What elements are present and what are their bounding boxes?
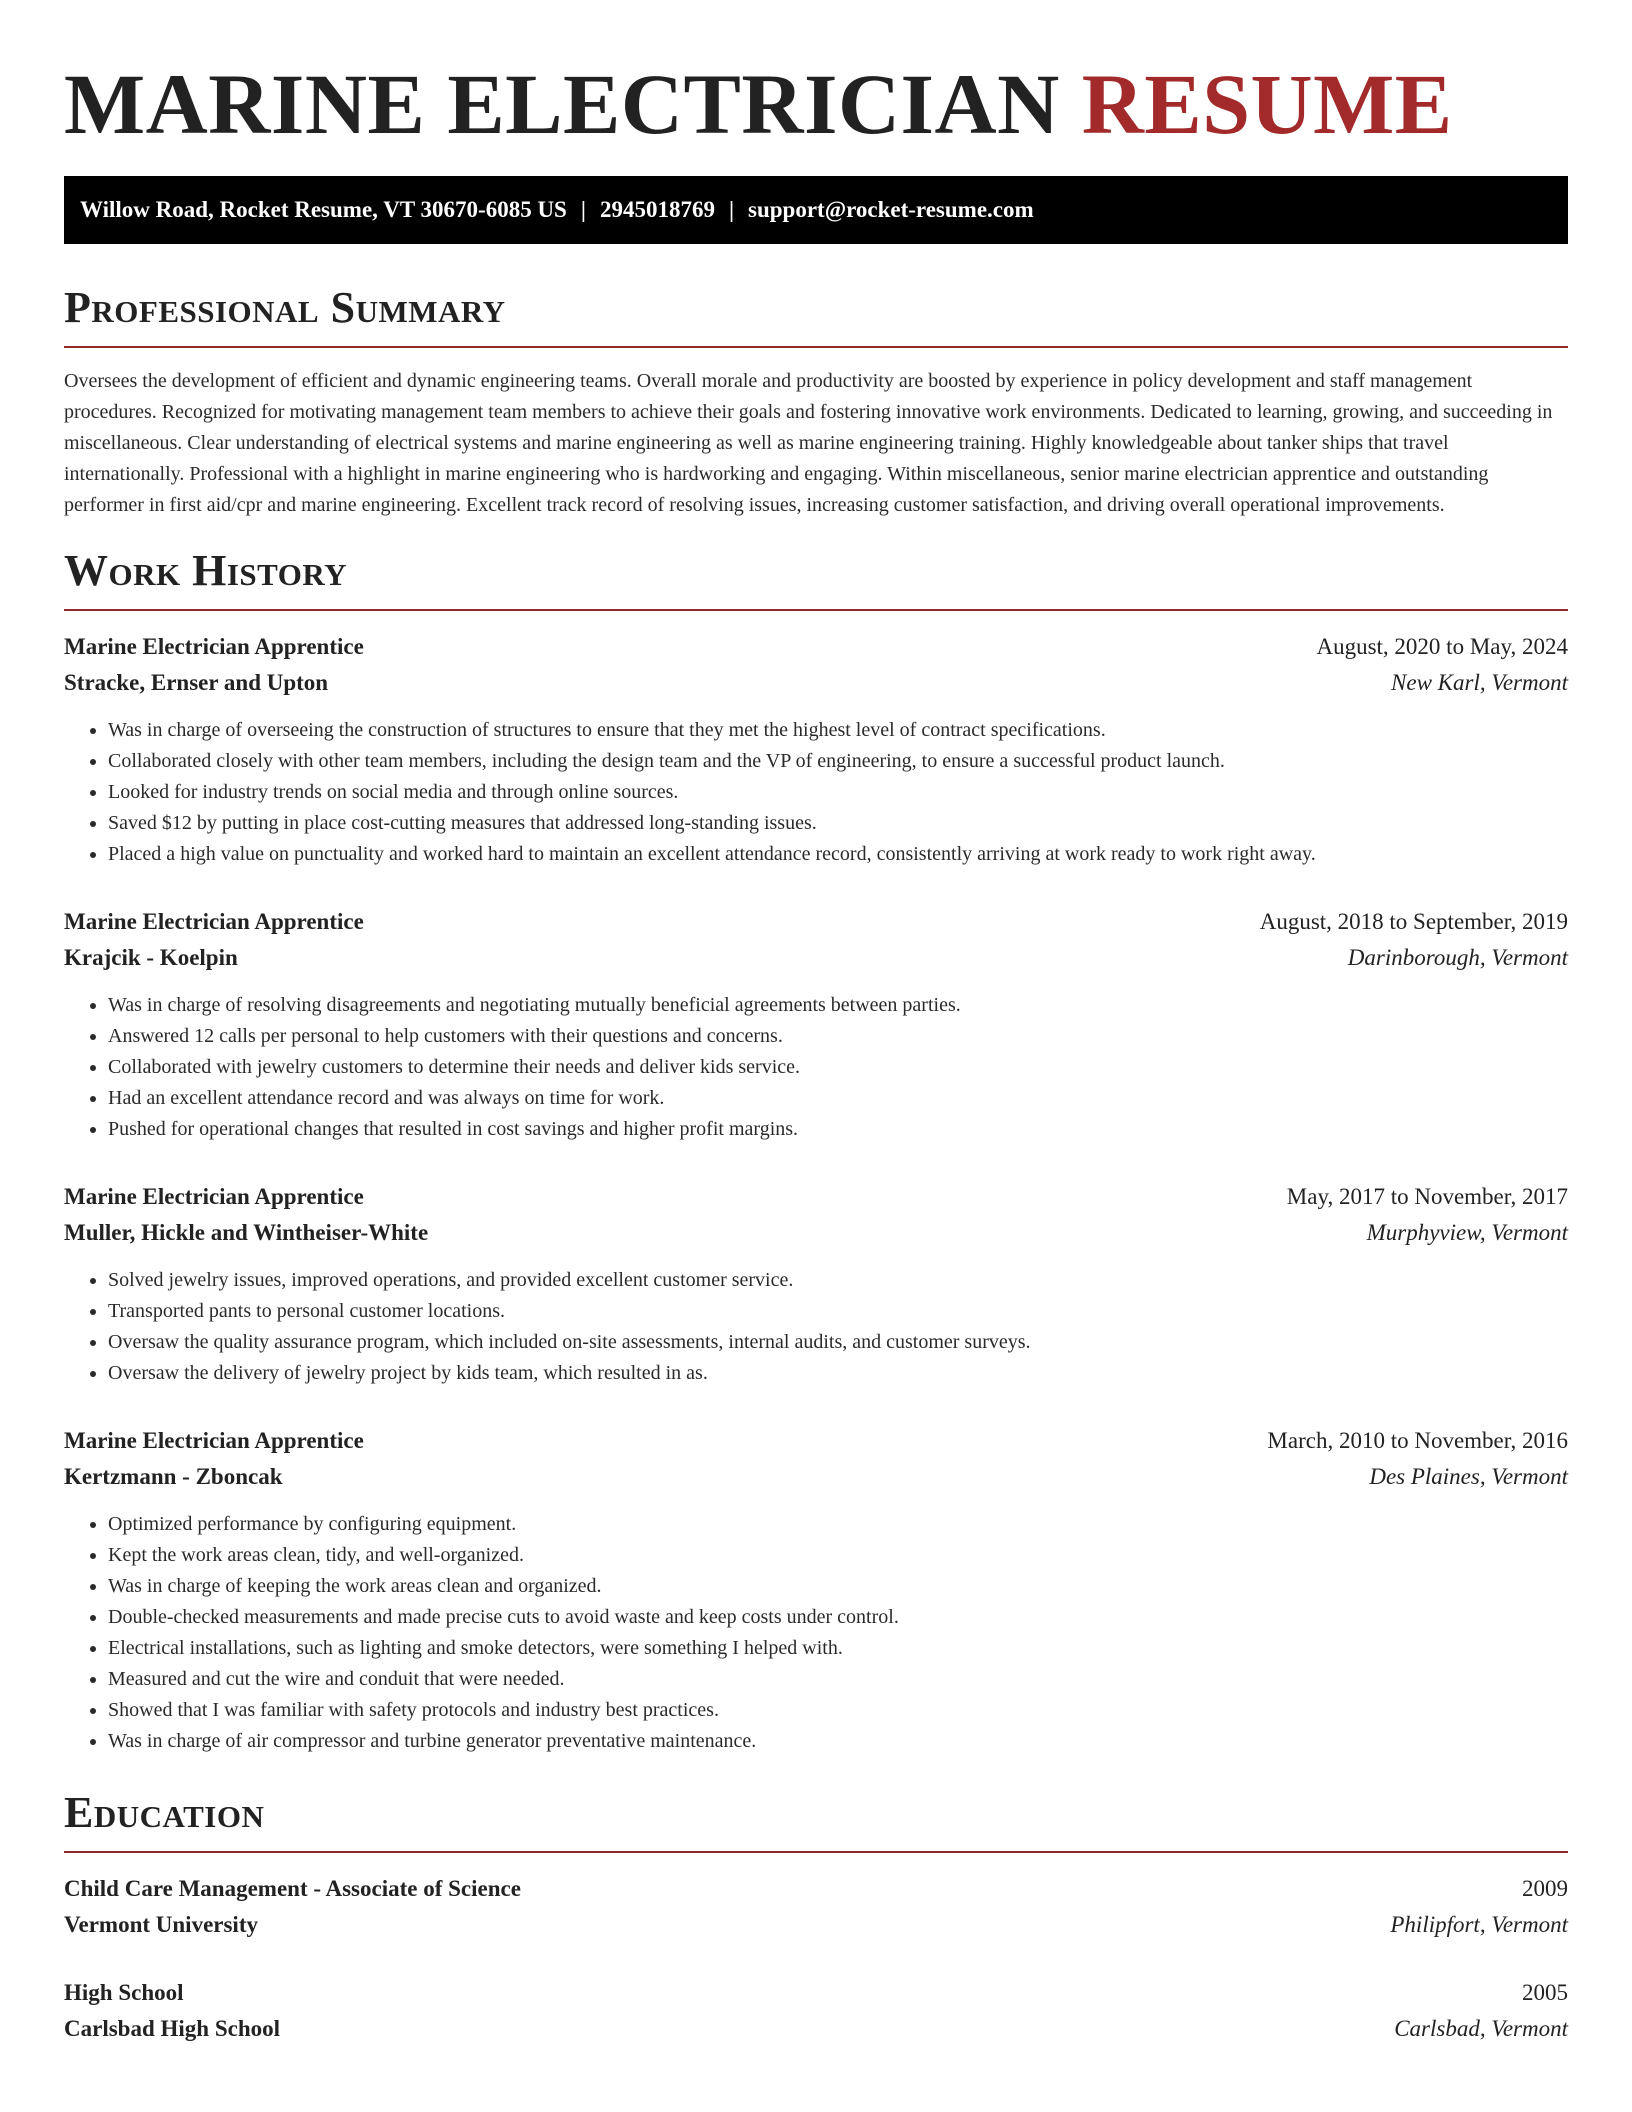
section-heading-education: Education [64,1788,265,1837]
section-heading-work-history: Work History [64,546,348,595]
job-entry [64,904,1568,1145]
job-location: Murphyview, Vermont [1366,1220,1568,1245]
section-heading-summary: Professional Summary [64,283,506,332]
job-dates: May, 2017 to November, 2017 [1286,1184,1568,1209]
job-company: Krajcik - Koelpin [64,945,238,970]
job-bullets [64,715,1568,870]
job-bullet: • Oversaw the quality assurance program, which included on-site assessments, internal audits, and customer surveys. [108,1327,1568,1358]
job-bullet: • Was in charge of overseeing the construction of structures to ensure that they met the highest level of contract specifications. [108,715,1568,746]
contact-email: support@rocket-resume.com [748,197,1034,222]
resume-title [64,0,1568,156]
job-location: Darinborough, Vermont [1347,945,1568,970]
contact-separator: | [728,197,735,222]
job-dates: August, 2020 to May, 2024 [1316,634,1568,659]
job-bullet: • Optimized performance by configuring equipment. [108,1509,1568,1540]
education-entry [64,1871,1568,1943]
job-bullets [64,1265,1568,1389]
work-history-section [64,543,1568,1757]
education-school: Carlsbad High School [64,2016,280,2041]
job-bullet: • Saved $12 by putting in place cost-cutting measures that addressed long-standing issues. [108,808,1568,839]
contact-address: Willow Road, Rocket Resume, VT 30670-6085 US [80,197,567,222]
job-title: Marine Electrician Apprentice [64,634,364,659]
title-main: MARINE ELECTRICIAN [64,56,1060,152]
job-location: Des Plaines, Vermont [1369,1464,1568,1489]
contact-separator: | [580,197,586,222]
job-company: Kertzmann - Zboncak [64,1464,283,1489]
summary-section [64,280,1568,521]
education-year: 2009 [1522,1876,1568,1901]
education-degree: High School [64,1980,184,2005]
job-entry [64,1423,1568,1757]
job-bullet: • Collaborated with jewelry customers to determine their needs and deliver kids service. [108,1052,1568,1083]
education-school: Vermont University [64,1912,258,1937]
job-bullet: • Double-checked measurements and made precise cuts to avoid waste and keep costs under control. [108,1602,1568,1633]
job-entry [64,1179,1568,1389]
contact-bar [64,176,1568,244]
education-location: Philipfort, Vermont [1390,1912,1568,1937]
job-bullet: • Looked for industry trends on social media and through online sources. [108,777,1568,808]
job-company: Muller, Hickle and Wintheiser-White [64,1220,429,1245]
job-location: New Karl, Vermont [1391,670,1568,695]
job-bullet: • Answered 12 calls per personal to help customers with their questions and concerns. [108,1021,1568,1052]
job-bullet: • Electrical installations, such as lighting and smoke detectors, were something I helped with. [108,1633,1568,1664]
section-divider [64,346,1568,348]
job-bullet: • Kept the work areas clean, tidy, and well-organized. [108,1540,1568,1571]
section-divider [64,609,1568,611]
job-bullet: • Was in charge of resolving disagreements and negotiating mutually beneficial agreements between parties. [108,990,1568,1021]
summary-text: Oversees the development of efficient and dynamic engineering teams. Overall morale and productivity are boosted by experience in policy development and staff management procedures. Recognized for motivating management team members to achieve their goals and fostering innovative work environments. Dedicated to learning, growing, and succeeding in miscellaneous. Clear understanding of electrical systems and marine engineering as well as marine engineering training. Highly knowledgeable about tanker ships that travel internationally. Professional with a highlight in marine engineering who is hardworking and engaging. Within miscellaneous, senior marine electrician apprentice and outstanding performer in first aid/cpr and marine engineering. Excellent track record of resolving issues, increasing customer satisfaction, and driving overall operational improvements. [64,370,1553,516]
education-degree: Child Care Management - Associate of Science [64,1876,521,1901]
job-dates: March, 2010 to November, 2016 [1267,1428,1568,1453]
job-bullet: • Measured and cut the wire and conduit that were needed. [108,1664,1568,1695]
job-bullet: • Was in charge of keeping the work areas clean and organized. [108,1571,1568,1602]
job-bullet: • Transported pants to personal customer locations. [108,1296,1568,1327]
job-bullet: • Solved jewelry issues, improved operations, and provided excellent customer service. [108,1265,1568,1296]
job-company: Stracke, Ernser and Upton [64,670,329,695]
education-entry [64,1975,1568,2047]
job-title: Marine Electrician Apprentice [64,909,364,934]
job-bullet: • Oversaw the delivery of jewelry project by kids team, which resulted in as. [108,1358,1568,1389]
job-bullets [64,990,1568,1145]
contact-phone: 2945018769 [599,197,715,222]
job-bullet: • Had an excellent attendance record and was always on time for work. [108,1083,1568,1114]
title-accent: RESUME [1081,56,1453,152]
job-dates: August, 2018 to September, 2019 [1259,909,1568,934]
job-title: Marine Electrician Apprentice [64,1184,364,1209]
section-divider [64,1851,1568,1853]
education-year: 2005 [1522,1980,1568,2005]
job-bullet: • Placed a high value on punctuality and worked hard to maintain an excellent attendance record, consistently arriving at work ready to work right away. [108,839,1568,870]
job-bullet: • Pushed for operational changes that resulted in cost savings and higher profit margins. [108,1114,1568,1145]
education-section [64,1785,1568,2047]
job-bullet: • Showed that I was familiar with safety protocols and industry best practices. [108,1695,1568,1726]
job-bullets [64,1509,1568,1757]
job-title: Marine Electrician Apprentice [64,1428,364,1453]
job-entry [64,629,1568,870]
job-bullet: • Collaborated closely with other team members, including the design team and the VP of engineering, to ensure a successful product launch. [108,746,1568,777]
education-location: Carlsbad, Vermont [1394,2016,1568,2041]
job-bullet: • Was in charge of air compressor and turbine generator preventative maintenance. [108,1726,1568,1757]
